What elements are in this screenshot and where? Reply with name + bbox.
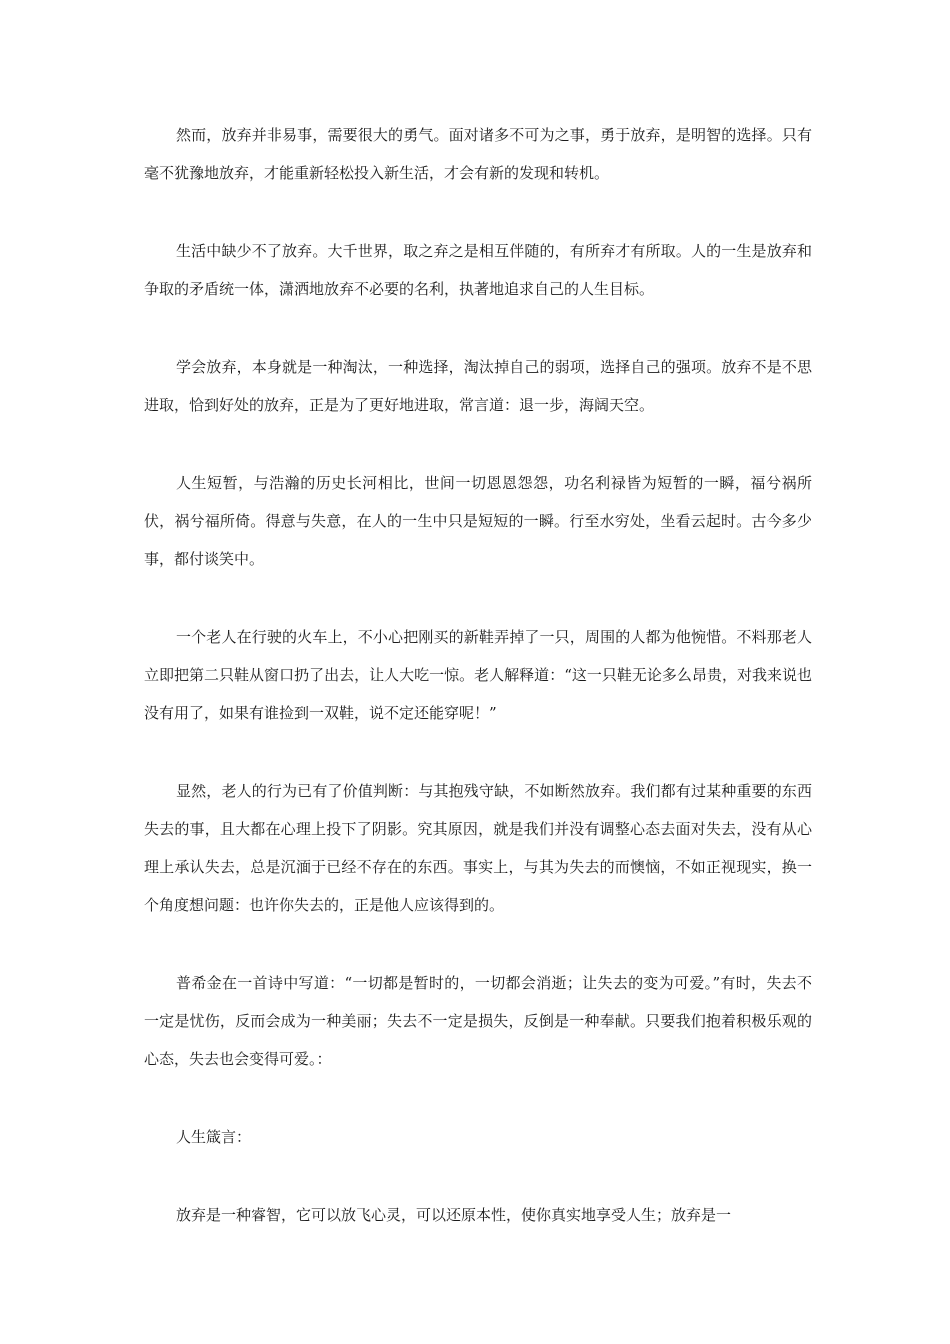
document-body — [144, 116, 812, 1274]
paragraph-9: 放弃是一种睿智，它可以放飞心灵，可以还原本性，使你真实地享受人生；放弃是一 — [176, 1206, 732, 1224]
paragraph-8-heading: 人生箴言： — [176, 1128, 252, 1146]
paragraph-6: 显然，老人的行为已有了价值判断：与其抱残守缺，不如断然放弃。我们都有过某种重要的东西失去的事，且大都在心理上投下了阴影。究其原因，就是我们并没有调整心态去面对失去，没有从心理上承认失去，总是沉湎于已经不存在的东西。事实上，与其为失去的而懊恼，不如正视现实，换一个角度想问题：也许你失去的，正是他人应该得到的。 — [144, 782, 812, 914]
paragraph-5: 一个老人在行驶的火车上，不小心把刚买的新鞋弄掉了一只，周围的人都为他惋惜。不料那老人立即把第二只鞋从窗口扔了出去，让人大吃一惊。老人解释道：“这一只鞋无论多么昂贵，对我来说也没有用了，如果有谁捡到一双鞋，说不定还能穿呢！” — [144, 628, 812, 722]
paragraph-2: 生活中缺少不了放弃。大千世界，取之弃之是相互伴随的，有所弃才有所取。人的一生是放弃和争取的矛盾统一体，潇洒地放弃不必要的名利，执著地追求自己的人生目标。 — [144, 242, 812, 298]
paragraph-3: 学会放弃，本身就是一种淘汰，一种选择，淘汰掉自己的弱项，选择自己的强项。放弃不是不思进取，恰到好处的放弃，正是为了更好地进取，常言道：退一步，海阔天空。 — [144, 358, 812, 414]
paragraph-4: 人生短暂，与浩瀚的历史长河相比，世间一切恩恩怨怨，功名利禄皆为短暂的一瞬，福兮祸所伏，祸兮福所倚。得意与失意，在人的一生中只是短短的一瞬。行至水穷处，坐看云起时。古今多少事，都付谈笑中。 — [144, 474, 812, 568]
paragraph-1: 然而，放弃并非易事，需要很大的勇气。面对诸多不可为之事，勇于放弃，是明智的选择。只有毫不犹豫地放弃，才能重新轻松投入新生活，才会有新的发现和转机。 — [144, 126, 812, 182]
paragraph-7: 普希金在一首诗中写道：“一切都是暂时的，一切都会消逝；让失去的变为可爱。”有时，失去不一定是忧伤，反而会成为一种美丽；失去不一定是损失，反倒是一种奉献。只要我们抱着积极乐观的心态，失去也会变得可爱。： — [144, 974, 812, 1068]
